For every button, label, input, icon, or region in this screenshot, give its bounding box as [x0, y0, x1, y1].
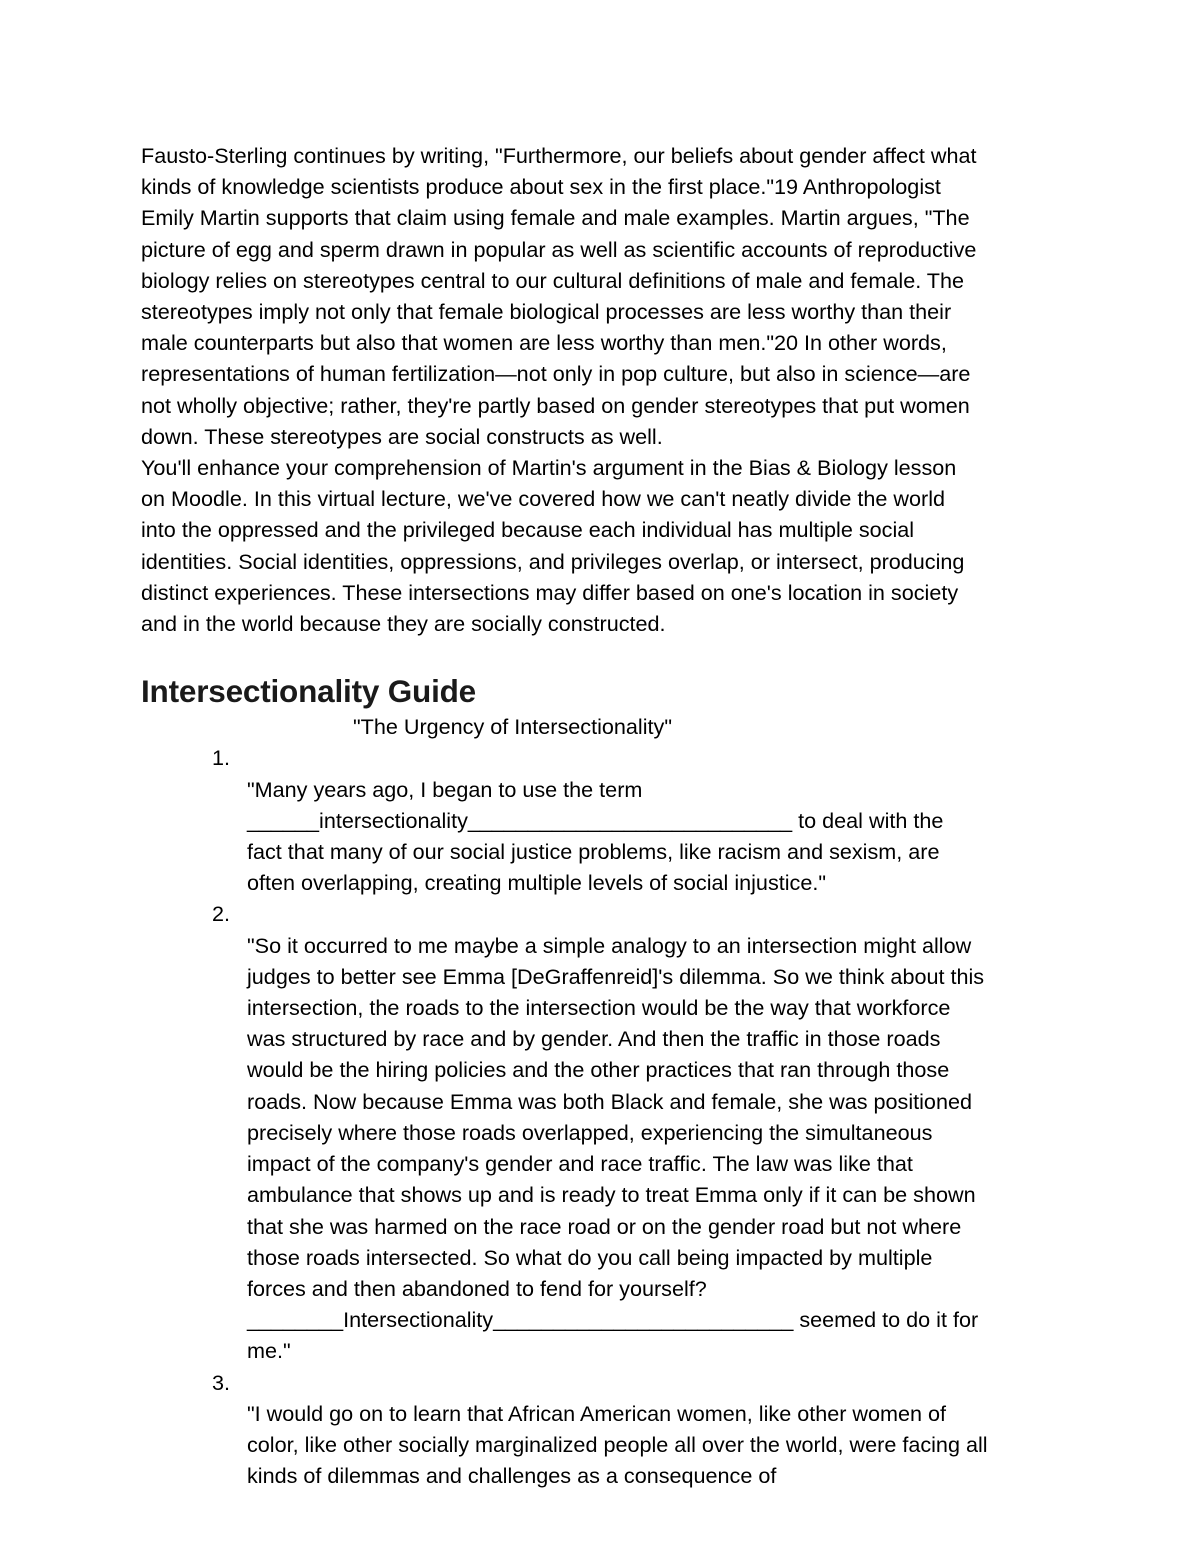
list-item — [141, 898, 1066, 1366]
document-content — [141, 140, 1066, 1491]
list-item — [141, 1367, 1066, 1492]
list-item-number: 3. — [212, 1369, 231, 1395]
paragraph-moodle-lesson: You'll enhance your comprehension of Martin's argument in the Bias & Biology lesson on Moodle. In this virtual lecture, we've covered how we can't neatly divide the world into the oppressed and the privileged because each individual has multiple social identities. Social identities, oppressions, and privileges overlap, or intersect, producing distinct experiences. These intersections may differ based on one's location in society and in the world because they are socially constructed. — [141, 455, 965, 637]
list-item — [141, 742, 1066, 898]
list-item-text: "So it occurred to me maybe a simple analogy to an intersection might allow judges to better see Emma [DeGraffenreid]'s dilemma. So we think about this intersection, the roads to the intersection would be the way that workforce was structured by race and by gender. And then the traffic in those roads would be the hiring policies and the other practices that ran through those roads. Now because Emma was both Black and female, she was positioned precisely where those roads overlapped, experiencing the simultaneous impact of the company's gender and race traffic. The law was like that ambulance that shows up and is ready to treat Emma only if it can be shown that she was harmed on the race road or on the gender road but not where those roads intersected. So what do you call being impacted by multiple forces and then abandoned to fend for yourself? ________Intersectionality_________________________ seemed to do it for me." — [247, 932, 985, 1364]
list-item-text: "Many years ago, I began to use the term ______intersectionality___________________________ to deal with the fact that many of our social justice problems, like racism and sexism, are often overlapping, creating multiple levels of social injustice." — [247, 776, 944, 896]
paragraph-fausto-sterling: Fausto-Sterling continues by writing, "Furthermore, our beliefs about gender affect what kinds of knowledge scientists produce about sex in the first place."19 Anthropologist Emily Martin supports that claim using female and male examples. Martin argues, "The picture of egg and sperm drawn in popular as well as scientific accounts of reproductive biology relies on stereotypes central to our cultural definitions of male and female. The stereotypes imply not only that female biological processes are less worthy than their male counterparts but also that women are less worthy than men."20 In other words, representations of human fertilization—not only in pop culture, but also in science—are not wholly objective; rather, they're partly based on gender stereotypes that put women down. These stereotypes are social constructs as well. — [141, 143, 977, 449]
list-item-number: 1. — [212, 745, 231, 771]
section-heading: Intersectionality Guide — [141, 673, 476, 710]
list-item-number: 2. — [212, 901, 231, 927]
list-item-text: "I would go on to learn that African American women, like other women of color, like other socially marginalized people all over the world, were facing all kinds of dilemmas and challenges as a consequence of — [247, 1400, 988, 1489]
guide-list — [141, 742, 1066, 1491]
section-subtitle: "The Urgency of Intersectionality" — [353, 714, 672, 740]
